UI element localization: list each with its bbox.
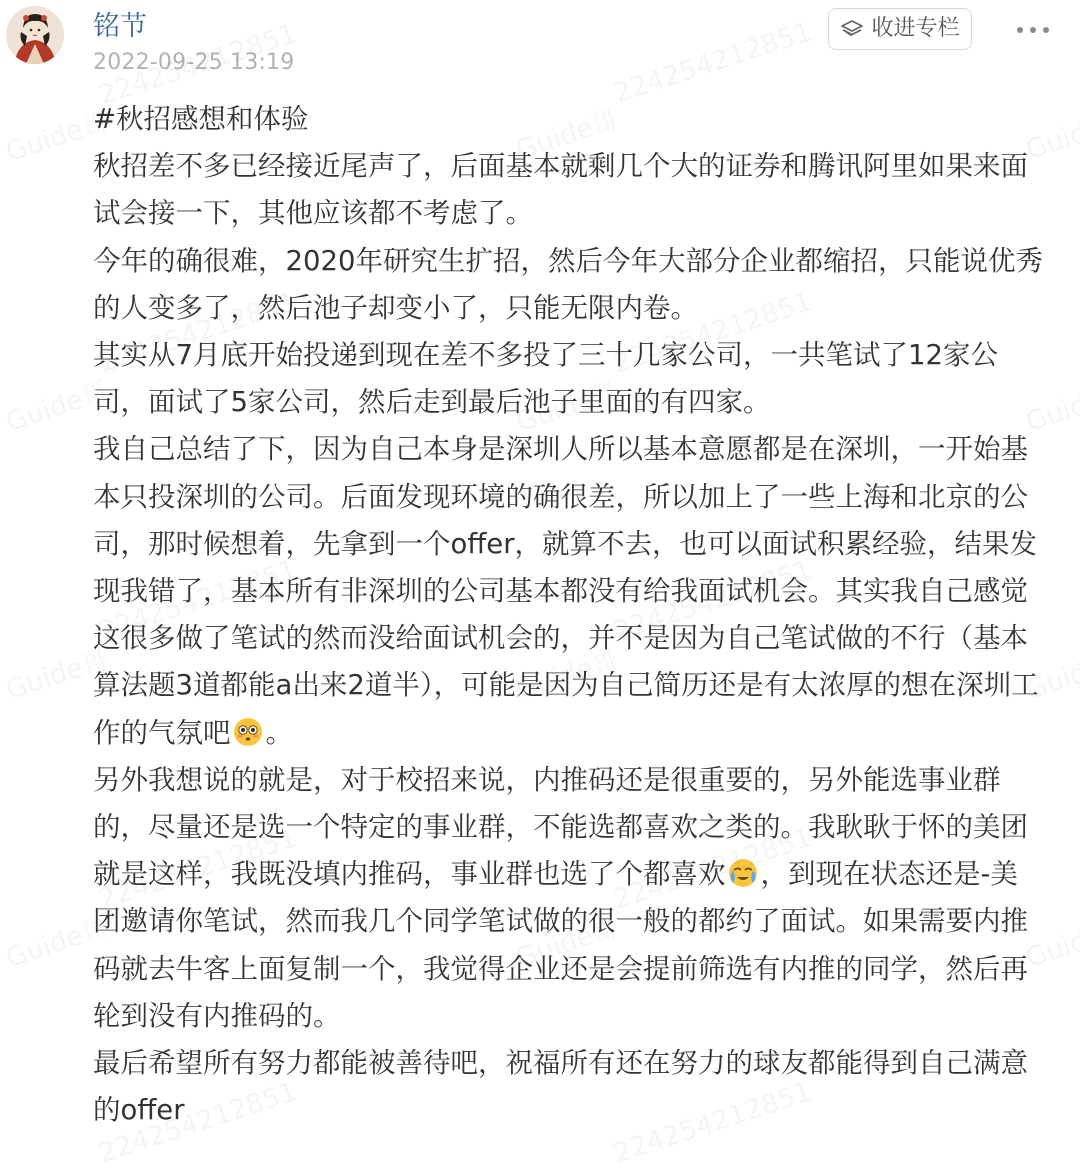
paragraph-2: 今年的确很难，2020年研究生扩招，然后今年大部分企业都缩招，只能说优秀的人变多了，然后池子却变小了，只能无限内卷。: [93, 244, 1043, 324]
paragraph-5-text-b: ，到现在状态还是-美团邀请你笔试，然而我几个同学笔试做的很一般的都约了面试。如果需要内推码就去牛客上面复制一个，我觉得企业还是会提前筛选有内推的同学，然后再轮到没有内推码的。: [93, 858, 1028, 1032]
collect-to-column-label: 收进专栏: [871, 16, 960, 41]
avatar-illustration-icon: [6, 6, 64, 64]
avatar[interactable]: [6, 6, 64, 64]
collect-to-column-button[interactable]: [828, 8, 972, 50]
paragraph-4-text: 我自己总结了下，因为自己本身是深圳人所以基本意愿都是在深圳，一开始基本只投深圳的公司。后面发现环境的确很差，所以加上了一些上海和北京的公司，那时候想着，先拿到一个offer，就算不去，也可以面试积累经验，结果发现我错了，基本所有非深圳的公司基本都没有给我面试机会。其实我自己感觉这很多做了笔试的然而没给面试机会的，并不是因为自己笔试做的不行（基本算法题3道都能a出来2道半），可能是因为自己简历还是有太浓厚的想在深圳工作的气氛吧: [93, 433, 1039, 749]
author-name[interactable]: 铭节: [93, 11, 147, 42]
paragraph-5: [93, 757, 1045, 1040]
crying-face-emoji-icon: [728, 858, 758, 888]
paragraph-1: 秋招差不多已经接近尾声了，后面基本就剩几个大的证券和腾讯阿里如果来面试会接一下，其他应该都不考虑了。: [93, 150, 1028, 230]
flushed-face-emoji-icon: [233, 717, 263, 747]
post-content: [93, 96, 1045, 1134]
paragraph-6: 最后希望所有努力都能被善待吧，祝福所有还在努力的球友都能得到自己满意的offer: [93, 1047, 1028, 1127]
more-options-button[interactable]: [1008, 12, 1058, 48]
layers-icon: [840, 19, 864, 39]
more-horizontal-icon: [1016, 26, 1050, 34]
paragraph-5-text-a: 另外我想说的就是，对于校招来说，内推码还是很重要的，另外能选事业群的，尽量还是选一个特定的事业群，不能选都喜欢之类的。我耿耿于怀的美团就是这样，我既没填内推码，事业群也选了个都喜欢: [93, 763, 1028, 891]
paragraph-4-end: 。: [265, 716, 293, 749]
paragraph-3: 其实从7月底开始投递到现在差不多投了三十几家公司，一共笔试了12家公司，面试了5家公司，然后走到最后池子里面的有四家。: [93, 339, 998, 419]
post-timestamp: 2022-09-25 13:19: [93, 50, 295, 75]
paragraph-4: [93, 426, 1045, 756]
post-topic-tag[interactable]: #秋招感想和体验: [93, 103, 309, 135]
